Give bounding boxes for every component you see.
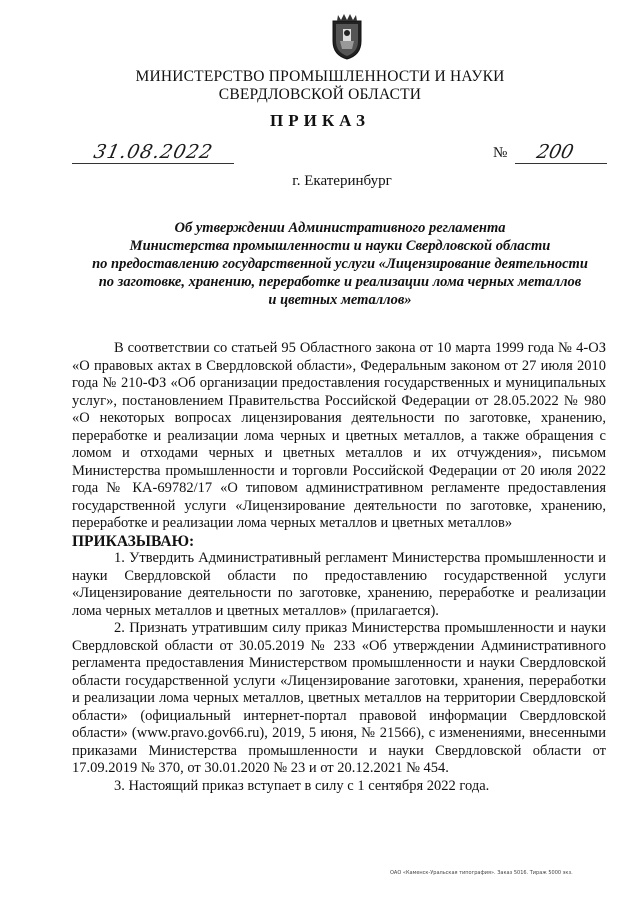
number-underline xyxy=(515,163,607,164)
order-item-3: 3. Настоящий приказ вступает в силу с 1 сентября 2022 года. xyxy=(114,777,490,794)
ministry-name-line1: МИНИСТЕРСТВО ПРОМЫШЛЕННОСТИ И НАУКИ xyxy=(135,68,505,85)
order-date: 31.08.2022 xyxy=(91,141,216,163)
order-item-2: 2. Признать утратившим силу приказ Министерства промышленности и науки Свердловской области от 30.05.2019 № 233 «Об утверждении Административного регламента предоставления Министерством промышленности и науки Свердловской области государственной услуги «Лицензирование заготовки, хранения, переработки и реализации лома черных металлов, цветных металлов на территории Свердловской области» (официальный интернет-портал правовой информации Свердловской области» (www.pravo.gov66.ru), 2019, 5 июня, № 21566), с изменениями, внесенными приказами Министерства промышленности и науки Свердловской области от 17.09.2019 № 370, от 30.01.2020 № 23 и от 20.12.2021 № 454. xyxy=(72,620,606,776)
title-line: и цветных металлов» xyxy=(268,292,412,308)
order-number: 200 xyxy=(534,141,576,163)
ministry-name-line2: СВЕРДЛОВСКОЙ ОБЛАСТИ xyxy=(218,86,422,103)
title-line: Министерства промышленности и науки Свердловской области xyxy=(129,238,551,254)
number-label: № xyxy=(493,145,508,161)
title-line: по заготовке, хранению, переработке и реализации лома черных металлов xyxy=(98,274,582,290)
date-underline xyxy=(72,163,234,164)
coat-of-arms-icon xyxy=(327,11,367,61)
order-body xyxy=(72,340,606,795)
order-item-1: 1. Утвердить Административный регламент Министерства промышленности и науки Свердловской области по предоставлению государственной услуги «Лицензирование деятельности по заготовке, хранению, переработке и реализации лома черных металлов и цветных металлов» (прилагается). xyxy=(72,550,606,619)
preamble: В соответствии со статьей 95 Областного закона от 10 марта 1999 года № 4-ОЗ «О правовых актах в Свердловской области», Федеральным законом от 27 июля 2010 года № 210-ФЗ «Об организации предоставления государственных и муниципальных услуг», постановлением Правительства Российской Федерации от 28.05.2022 № 980 «О некоторых вопросах лицензирования деятельности по заготовке, хранению, переработке и реализации лома черных и цветных металлов, а также обращения с ломом и отходами черных и цветных металлов и их отчуждения», письмом Министерства промышленности и торговли Российской Федерации от 20 июля 2022 года № КА-69782/17 «О типовом административном регламенте предоставления государственной услуги «Лицензирование деятельности по заготовке, хранению, переработке и реализации лома черных металлов и цветных металлов» xyxy=(72,340,606,531)
title-line: Об утверждении Административного регламента xyxy=(174,220,506,236)
order-title xyxy=(70,219,610,309)
city: г. Екатеринбург xyxy=(292,173,392,189)
order-command: ПРИКАЗЫВАЮ: xyxy=(72,532,195,550)
document-type: ПРИКАЗ xyxy=(270,111,370,130)
title-line: по предоставлению государственной услуги «Лицензирование деятельности xyxy=(92,256,588,272)
printer-footer: ОАО «Каменск-Уральская типография». Заказ 5016. Тираж 5000 экз. xyxy=(390,870,573,876)
